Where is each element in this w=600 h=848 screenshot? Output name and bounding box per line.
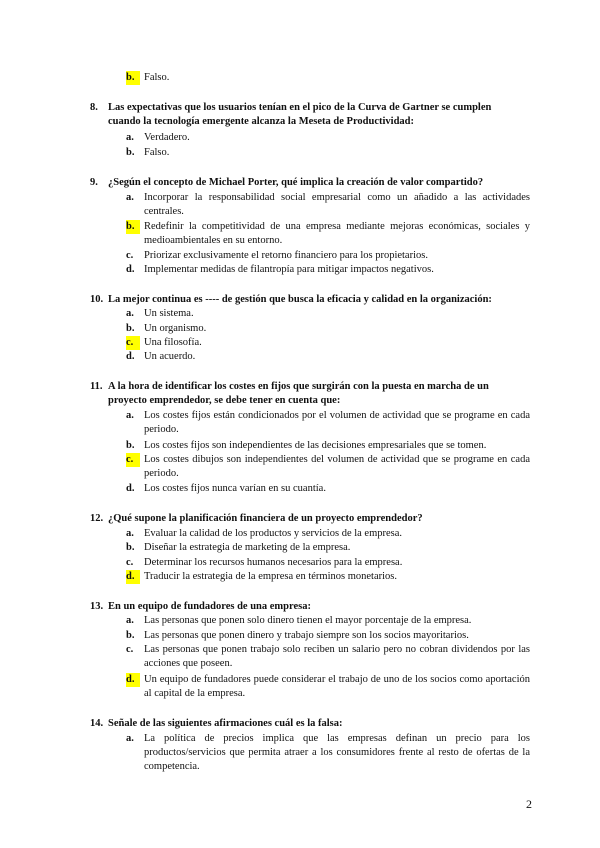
option-letter: a. [126,308,134,319]
option-letter: c. [126,336,140,350]
option-11a [126,409,530,437]
question-text: Las expectativas que los usuarios tenían en el pico de la Curva de Gartner se cumplen [108,102,492,113]
option-letter: d. [126,264,135,275]
option-text: Verdadero. [144,132,190,143]
question-text-cont: cuando la tecnología emergente alcanza la Meseta de Productividad: [108,116,415,127]
option-letter: c. [126,453,140,467]
option-9a [126,191,530,219]
option-13b [126,629,530,643]
option-text: Los costes fijos están condicionados por el volumen de actividad que se programe en cada periodo. [144,410,530,435]
question-text: En un equipo de fundadores de una empresa: [108,601,311,612]
option-12a [126,527,530,541]
option-letter: c. [126,644,134,655]
option-11c [126,453,530,481]
option-letter: d. [126,351,135,362]
option-8b [126,146,530,160]
option-letter: b. [126,440,135,451]
question-number: 9. [90,177,98,188]
question-number: 13. [90,601,104,612]
option-13c [126,643,530,671]
option-text: Una filosofía. [144,337,202,348]
option-letter: b. [126,71,140,85]
option-8a [126,131,530,145]
option-text: Evaluar la calidad de los productos y servicios de la empresa. [144,528,403,539]
option-letter: c. [126,250,134,261]
question-text: A la hora de identificar los costes en fijos que surgirán con la puesta en marcha de un [108,381,489,392]
option-9c [126,249,530,263]
option-letter: b. [126,220,140,234]
question-12 [90,512,530,526]
option-10a [126,307,530,321]
question-number: 12. [90,513,104,524]
option-text: Incorporar la responsabilidad social empresarial como un añadido a las actividades centrales. [144,192,530,217]
option-text: Las personas que ponen solo dinero tienen el mayor porcentaje de la empresa. [144,615,472,626]
option-10b [126,322,530,336]
option-10c [126,336,530,350]
option-text: Un sistema. [144,308,194,319]
option-text: Un equipo de fundadores puede considerar el trabajo de uno de los socios como aportación al capital de la empresa. [144,674,530,699]
option-text: Falso. [144,147,170,158]
question-text-cont: proyecto emprendedor, se debe tener en cuenta que: [108,395,341,406]
option-letter: a. [126,132,134,143]
question-number: 8. [90,102,98,113]
question-number: 10. [90,294,104,305]
page-number: 2 [526,797,532,811]
option-12d [126,570,530,584]
question-8 [90,101,530,129]
option-text: Implementar medidas de filantropía para mitigar impactos negativos. [144,264,434,275]
option-12c [126,556,530,570]
question-text: ¿Qué supone la planificación financiera de un proyecto emprendedor? [108,513,423,524]
option-text: Los costes fijos nunca varían en su cuantía. [144,483,326,494]
option-13d [126,673,530,701]
option-text: Las personas que ponen dinero y trabajo siempre son los socios mayoritarios. [144,630,469,641]
option-text: Diseñar la estrategia de marketing de la empresa. [144,542,351,553]
option-letter: b. [126,630,135,641]
option-13a [126,614,530,628]
option-letter: b. [126,542,135,553]
question-14 [90,717,530,731]
option-letter: d. [126,570,140,584]
option-letter: b. [126,323,135,334]
question-9 [90,176,530,190]
option-text: Los costes fijos son independientes de las decisiones empresariales que se tomen. [144,440,487,451]
option-top [126,71,530,85]
question-number: 11. [90,381,103,392]
option-letter: a. [126,733,134,744]
option-letter: a. [126,410,134,421]
option-letter: d. [126,483,135,494]
question-11 [90,380,530,408]
option-letter: c. [126,557,134,568]
question-number: 14. [90,718,104,729]
option-text: Traducir la estrategia de la empresa en términos monetarios. [144,571,397,582]
option-12b [126,541,530,555]
option-text: Las personas que ponen trabajo solo reciben un salario pero no cobran dividendos por las acciones que poseen. [144,644,530,669]
option-text: Los costes dibujos son independientes del volumen de actividad que se programe en cada periodo. [144,454,530,479]
option-10d [126,350,530,364]
option-14a [126,732,530,774]
question-text: La mejor continua es ---- de gestión que busca la eficacia y calidad en la organización: [108,294,492,305]
option-11b [126,439,530,453]
option-11d [126,482,530,496]
option-letter: a. [126,615,134,626]
option-text: Determinar los recursos humanos necesarios para la empresa. [144,557,403,568]
question-text: ¿Según el concepto de Michael Porter, qué implica la creación de valor compartido? [108,177,484,188]
option-text: Redefinir la competitividad de una empresa mediante mejoras económicas, sociales y medioambientales en su entorno. [144,221,530,246]
option-text: Un organismo. [144,323,207,334]
option-letter: d. [126,673,140,687]
option-9d [126,263,530,277]
option-9b [126,220,530,248]
option-letter: b. [126,147,135,158]
option-letter: a. [126,528,134,539]
option-text: Un acuerdo. [144,351,196,362]
option-text: La política de precios implica que las empresas definan un precio para los productos/servicios que permita atraer a los consumidores frente al resto de ofertas de la competencia. [144,733,530,772]
question-text: Señale de las siguientes afirmaciones cuál es la falsa: [108,718,343,729]
question-13 [90,600,530,614]
option-text: Falso. [144,72,170,83]
question-10 [90,293,530,307]
option-text: Priorizar exclusivamente el retorno financiero para los propietarios. [144,250,428,261]
option-letter: a. [126,192,134,203]
